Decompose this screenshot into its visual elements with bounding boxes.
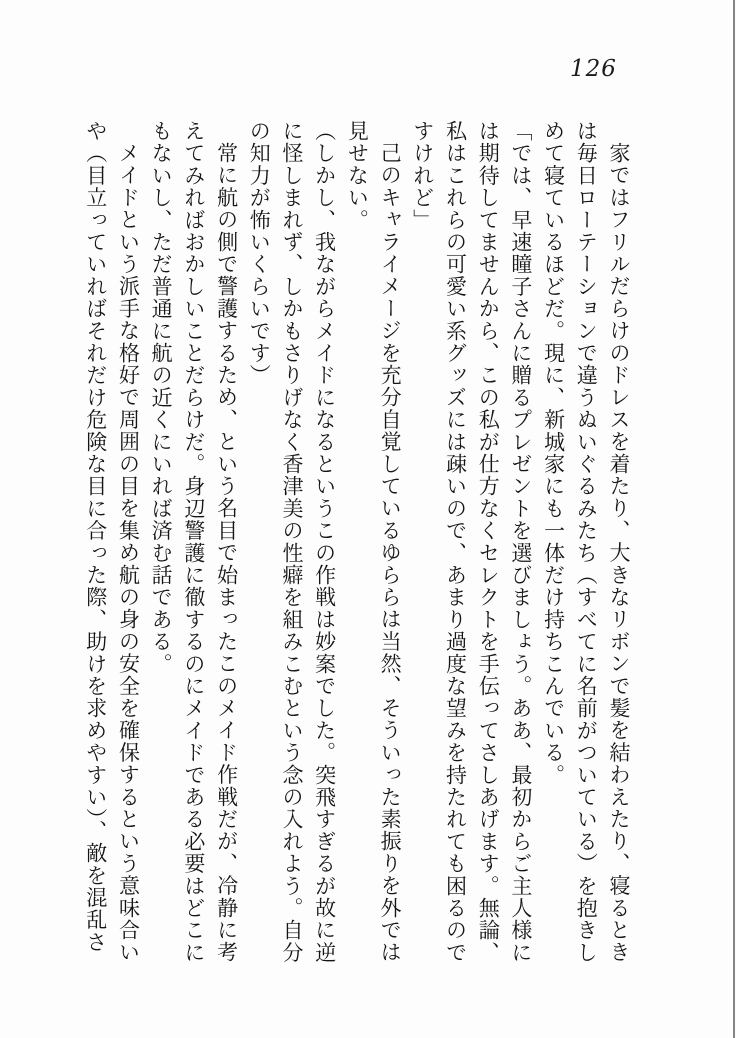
text-line: は毎日ローテーションで違うぬいぐるみたち（すべてに名前がついている）を抱きし <box>574 120 599 964</box>
text-line: 私はこれらの可愛い系グッズには疎いので、あまり過度な望みを持たれても困るので <box>443 120 468 964</box>
text-line: 見せない。 <box>345 120 370 231</box>
scan-edge-line <box>733 0 735 1038</box>
text-line: えてみればおかしいことだらけだ。身辺警護に徹するのにメイドである必要はどこに <box>181 120 206 964</box>
vertical-text-block <box>79 120 635 970</box>
text-line: すけれど」 <box>410 120 435 231</box>
page-number: 126 <box>570 56 617 82</box>
text-line: は期待してませんから、この私が仕方なくセレクトを手伝ってさしあげます。無論、 <box>476 120 501 964</box>
text-line: に怪しまれず、しかもさりげなく香津美の性癖を組みこむという念の入れよう。自分 <box>279 120 304 964</box>
text-line: の知力が怖いくらいです） <box>247 120 272 387</box>
text-line: 常に航の側で警護するため、という名目で始まったこのメイド作戦だが、冷静に考 <box>214 142 239 964</box>
text-line: もないし、ただ普通に航の近くにいれば済む話である。 <box>149 120 174 675</box>
text-line: 「では、早速瞳子さんに贈るプレゼントを選びましょう。ああ、最初からご主人様に <box>508 120 533 964</box>
text-line: 家ではフリルだらけのドレスを着たり、大きなリボンで髪を結わえたり、寝るとき <box>607 142 631 964</box>
text-line: （しかし、我ながらメイドになるというこの作戦は妙案でした。突飛すぎるが故に逆 <box>312 120 337 964</box>
text-line: メイドという派手な格好で周囲の目を集め航の身の安全を確保するという意味合い <box>116 142 141 964</box>
text-line: 己のキャライメージを充分自覚しているゆららは当然、そういった素振りを外では <box>378 142 403 964</box>
text-line: めて寝ているほどだ。現に、新城家にも一体だけ持ちこんでいる。 <box>541 120 566 786</box>
text-line: や（目立っていればそれだけ危険な目に合った際、助けを求めやすい）、敵を混乱さ <box>83 120 108 954</box>
